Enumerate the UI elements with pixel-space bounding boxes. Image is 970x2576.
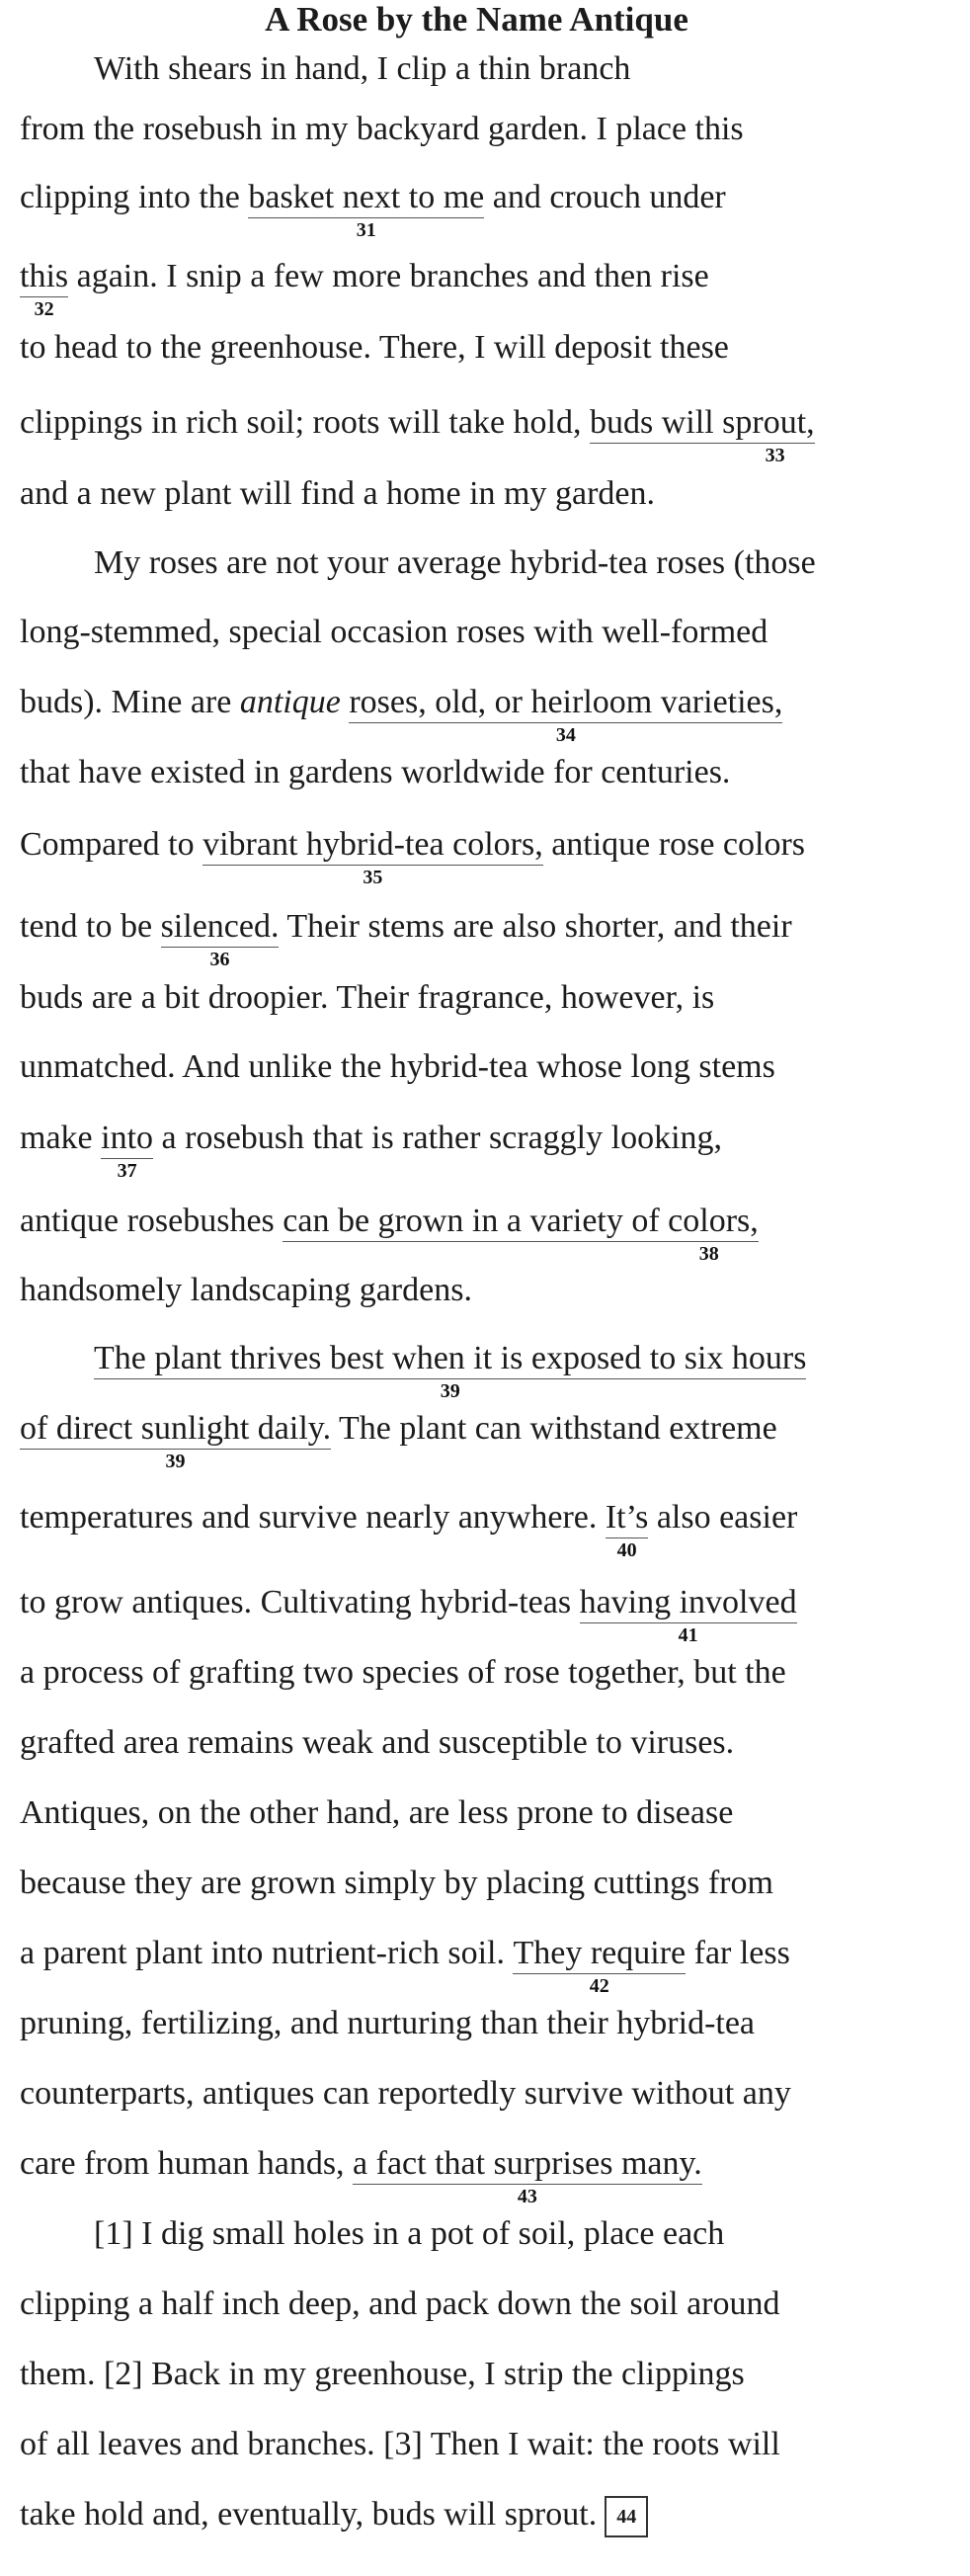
underlined-segment-40[interactable]: [605, 1498, 649, 1561]
text-line: [20, 1864, 950, 1934]
text-run: With shears in hand, I clip a thin branch: [94, 50, 631, 87]
text-run: unmatched. And unlike the hybrid-tea whose long stems: [20, 1048, 775, 1085]
text-line: [20, 2495, 950, 2554]
text-run: clipping a half inch deep, and pack down the soil around: [20, 2285, 780, 2322]
text-run: antique rosebushes: [20, 1203, 283, 1239]
text-run: buds). Mine are: [20, 684, 240, 720]
text-run: tend to be: [20, 908, 161, 945]
question-number-39-repeat: 39: [165, 1451, 186, 1472]
text-run: and crouch under: [484, 179, 726, 215]
underlined-segment-36[interactable]: [160, 907, 280, 970]
text-line: [20, 1653, 950, 1723]
text-line: [20, 1498, 950, 1583]
text-line: [20, 1583, 950, 1653]
question-number-44-box[interactable]: 44: [605, 2496, 648, 2537]
text-run: buds are a bit droopier. Their fragrance, however, is: [20, 979, 715, 1016]
underlined-segment-34[interactable]: [349, 683, 783, 746]
text-line: [20, 1271, 950, 1339]
text-run: Antiques, on the other hand, are less prone to disease: [20, 1794, 734, 1831]
underlined-text: basket next to me: [248, 179, 485, 215]
text-run: also easier: [648, 1499, 798, 1536]
text-line: [20, 543, 950, 613]
text-line: [20, 825, 950, 907]
underlined-segment-31[interactable]: [248, 178, 485, 241]
text-run: handsomely landscaping gardens.: [20, 1272, 472, 1308]
text-run: care from human hands,: [20, 2145, 354, 2182]
question-number-32: 32: [34, 298, 54, 320]
underlined-text: buds will sprout,: [590, 404, 815, 441]
text-run: make: [20, 1120, 102, 1156]
text-line: [20, 2004, 950, 2074]
underlined-segment-39-part1[interactable]: [94, 1339, 807, 1402]
text-line: [20, 1723, 950, 1793]
underlined-text: of direct sunlight daily.: [20, 1410, 332, 1447]
underlined-text: having involved: [579, 1584, 797, 1620]
text-line: [20, 110, 950, 178]
question-number-43: 43: [517, 2186, 537, 2207]
text-run: [1] I dig small holes in a pot of soil, place each: [94, 2215, 725, 2252]
text-run: Their stems are also shorter, and their: [279, 908, 792, 945]
question-number-35: 35: [363, 867, 383, 888]
underlined-text: a fact that surprises many.: [353, 2145, 702, 2182]
text-run: again. I snip a few more branches and then rise: [68, 258, 709, 294]
question-number-41: 41: [678, 1624, 698, 1646]
paragraph-2: [20, 543, 950, 1339]
text-run: to head to the greenhouse. There, I will deposit these: [20, 329, 729, 366]
text-line: [20, 1934, 950, 2004]
text-line: [20, 178, 950, 257]
text-line: [20, 328, 950, 403]
text-line: [20, 613, 950, 683]
text-run: to grow antiques. Cultivating hybrid-teas: [20, 1584, 580, 1620]
underlined-text: into: [101, 1120, 154, 1156]
underlined-text: can be grown in a variety of colors,: [283, 1203, 759, 1239]
question-number-36: 36: [209, 949, 230, 970]
text-run: grafted area remains weak and susceptible to viruses.: [20, 1724, 735, 1761]
text-run: far less: [686, 1935, 790, 1971]
question-number-40: 40: [616, 1539, 637, 1561]
paragraph-3: [20, 1339, 950, 2214]
text-run: counterparts, antiques can reportedly survive without any: [20, 2075, 791, 2112]
question-number-39: 39: [440, 1380, 460, 1402]
underlined-segment-37[interactable]: [101, 1119, 154, 1182]
passage-title: A Rose by the Name Antique: [265, 0, 688, 39]
text-run: them. [2] Back in my greenhouse, I strip the clippings: [20, 2356, 745, 2392]
text-run: from the rosebush in my backyard garden. I place this: [20, 111, 744, 147]
text-run: a process of grafting two species of rose together, but the: [20, 1654, 786, 1691]
text-run: The plant can withstand extreme: [331, 1410, 777, 1447]
text-line: [20, 2214, 950, 2285]
text-line: [20, 1202, 950, 1271]
paragraph-1: [20, 49, 950, 543]
text-run: antique rose colors: [542, 826, 806, 863]
text-run: and a new plant will find a home in my garden.: [20, 475, 655, 512]
question-number-34: 34: [555, 724, 576, 746]
underlined-segment-43[interactable]: [353, 2144, 702, 2207]
text-run: [341, 684, 350, 720]
text-run: because they are grown simply by placing cuttings from: [20, 1865, 773, 1901]
paragraph-4: [20, 2214, 950, 2554]
text-line: [20, 978, 950, 1047]
underlined-segment-33[interactable]: [590, 403, 815, 466]
italic-text: antique: [239, 684, 341, 720]
text-line: [20, 474, 950, 543]
text-run: take hold and, eventually, buds will sprout.: [20, 2496, 598, 2533]
underlined-text: They require: [513, 1935, 687, 1971]
underlined-segment-41[interactable]: [579, 1583, 797, 1646]
text-line: [20, 2425, 950, 2495]
question-number-42: 42: [589, 1975, 609, 1997]
question-number-31: 31: [356, 219, 376, 241]
underlined-text: vibrant hybrid-tea colors,: [202, 826, 543, 863]
text-line: [20, 403, 950, 474]
underlined-segment-39-part2[interactable]: [20, 1409, 332, 1472]
text-run: a rosebush that is rather scraggly looking,: [153, 1120, 723, 1156]
text-run: long-stemmed, special occasion roses with well-formed: [20, 614, 768, 650]
text-line: [20, 2355, 950, 2425]
question-number-38: 38: [698, 1243, 719, 1265]
underlined-text: silenced.: [160, 908, 280, 945]
text-run: Compared to: [20, 826, 203, 863]
text-run: that have existed in gardens worldwide for centuries.: [20, 754, 731, 790]
text-run: temperatures and survive nearly anywhere.: [20, 1499, 606, 1536]
underlined-segment-38[interactable]: [283, 1202, 759, 1265]
text-line: [20, 1119, 950, 1202]
underlined-text: It’s: [605, 1499, 649, 1536]
text-run: of all leaves and branches. [3] Then I wait: the roots will: [20, 2426, 780, 2462]
text-run: a parent plant into nutrient-rich soil.: [20, 1935, 514, 1971]
text-line: [20, 257, 950, 328]
text-line: [20, 1047, 950, 1119]
text-run: pruning, fertilizing, and nurturing than their hybrid-tea: [20, 2005, 756, 2041]
question-number-37: 37: [117, 1160, 137, 1182]
text-run: clipping into the: [20, 179, 249, 215]
text-line: [20, 1793, 950, 1864]
text-line: [20, 49, 950, 110]
text-run: clippings in rich soil; roots will take hold,: [20, 404, 591, 441]
text-line: [20, 2285, 950, 2355]
underlined-text: The plant thrives best when it is exposed to six hours: [94, 1340, 807, 1376]
underlined-segment-42[interactable]: [513, 1934, 687, 1997]
text-line: [20, 2074, 950, 2144]
underlined-text: roses, old, or heirloom varieties,: [349, 684, 783, 720]
underlined-segment-32[interactable]: [20, 257, 69, 320]
text-line: [20, 753, 950, 825]
question-number-33: 33: [765, 445, 785, 466]
text-line: [20, 1409, 950, 1498]
underlined-text: this: [20, 258, 69, 294]
text-line: [20, 1339, 950, 1409]
text-line: [20, 683, 950, 753]
text-line: [20, 907, 950, 978]
text-run: My roses are not your average hybrid-tea roses (those: [94, 544, 816, 581]
underlined-segment-35[interactable]: [202, 825, 543, 888]
text-line: [20, 2144, 950, 2214]
